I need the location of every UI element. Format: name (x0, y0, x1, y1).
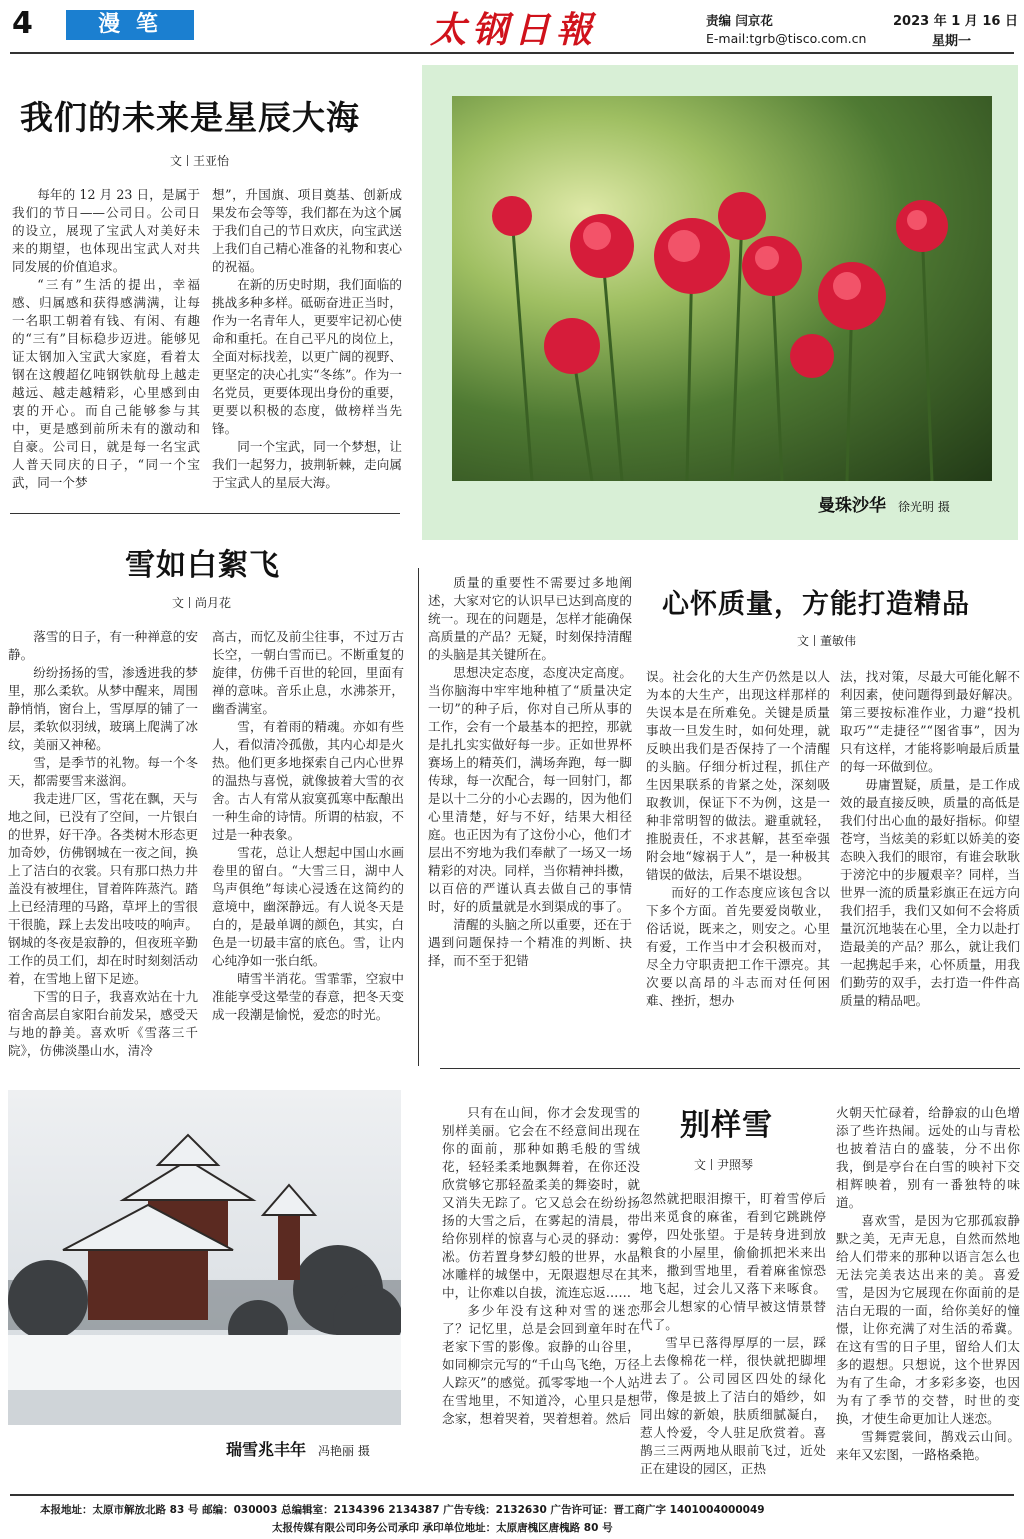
photo2-caption: 瑞雪兆丰年 冯艳丽 摄 (226, 1440, 370, 1459)
editor: 责编 闫京花 (706, 13, 773, 28)
article-quality-col-0: 质量的重要性不需要过多地阐述，大家对它的认识早已达到高度的统一。现在的问题是，怎样才能确保高质量的产品？无疑，时刻保持清醒的头脑是其关键所在。 思想决定态度，态度决定高度。当你脑海中牢牢地种植了“质量决定一切”的种子后，你对自己所从事的工作，会有一个最基本的把控，那就是扎扎实实做好每一步。正如世界杯赛场上的精英们，满场奔跑，每一脚传球，每一次配合，每一回射门，都是以十二分的小心去踢的，因为他们心里清楚，好与不好，结果大相径庭。也正因为有了这份小心，他们才层出不穷地为我们奉献了一场又一场精彩的对决。同样，当你精神抖擞，以百倍的严谨认真去做自己的事情时，好的质量就是水到渠成的事了。 清醒的头脑之所以重要，还在于遇到问题保持一个精准的判断、抉择，而不至于犯错 (428, 575, 632, 968)
masthead: 太钢日報 (430, 9, 599, 51)
article-quality-col-2: 法，找对策，尽最大可能化解不利因素，使问题得到最好解决。第三要按标准作业，力避“投机取巧”“走捷径”“图省事”，因为只有这样，才能将影响最后质量的每一环做到位。 毋庸置疑，质量，是工作成效的最直接反映，质量的高低是我们付出心血的最好指标。仰望苍穹，当炫美的彩虹以娇美的姿态映入我们的眼帘，有谁会耿耿于滂沱中的步履艰辛？同样，当世界一流的质量彩旗正在远方向我们招手，我们又如何不会将质量沉沉地装在心里，全力以赴打造最美的产品？那么，就让我们一起携起手来，心怀质量，用我们勤劳的双手，去打造一件件高质量的精品吧。 (840, 669, 1020, 1008)
article-quality-col-1: 误。社会化的大生产仍然是以人为本的大生产，出现这样那样的失误本是在所难免。关键是质量事故一旦发生时，如何处理，就反映出我们是否保持了一个清醒的头脑。仔细分析过程，抓住产生因果联系的肯紧之处，深刻吸取教训，保证下不为例，这是一种非常明智的做法。避重就轻，推脱责任，不求甚解，甚至牵强附会地“嫁祸于人”，是一种极其错误的做法，后果不堪设想。 而好的工作态度应该包含以下多个方面。首先要爱岗敬业，俗话说，既来之，则安之。心里有爱，工作当中才会积极而对，尽全力守职责把工作干漂亮。其次要以高昂的斗志而对任何困难、挫折，想办 (646, 669, 830, 1008)
header-rule (10, 52, 1014, 54)
author: 尚月花 (195, 596, 232, 610)
divider-2 (440, 1068, 1020, 1069)
pavilion-photo (8, 1090, 401, 1425)
author: 董敏伟 (820, 634, 857, 648)
article-snow-byline: 文 尚月花 (172, 596, 232, 610)
photo1-caption: 曼珠沙华 徐光明 摄 (818, 496, 950, 516)
photo1-credit: 徐光明 摄 (898, 500, 950, 514)
article-different-snow-col-2: 火朝天忙碌着，给静寂的山色增添了些许热闹。远处的山与青松也披着洁白的盛装，分不出你我，倒是亭台在白雪的映衬下交相辉映着，别有一番独特的味道。 喜欢雪，是因为它那孤寂静默之美，无声无息，自然而然地给人们带来的那种以语言怎么也无法完美表达出来的美。喜爱雪，是因为它展现在你面前的是洁白无瑕的一面，给你美好的憧憬，让你充满了对生活的希冀。在这有雪的日子里，留给人们太多的遐想。只想说，这个世界因为有了生命，才多彩多姿，也因为有了季节的交替，时世的变换，才使生命更加让人迷恋。 雪舞霓裳间，鹊戏云山间。来年又宏图，一路格桑艳。 (836, 1105, 1020, 1462)
author: 王亚怡 (193, 154, 230, 168)
article-quality-byline: 文 董敏伟 (797, 634, 857, 648)
footer-line-1: 本报地址：太原市解放北路 83 号 邮编：030003 总编辑室：2134396 2134387 广告专线：2132630 广告许可证：晋工商广字 1401004000049 (40, 1504, 765, 1516)
article-snow-title: 雪如白絮飞 (125, 548, 280, 583)
article-different-snow-col-1: 忽然就把眼泪擦干，盯着雪停后出来觅食的麻雀，看到它跳跳停停，四处张望。于是转身进到放粮食的小屋里，偷偷抓把米来出来，撒到雪地里，看着麻雀惊恐地飞起，过会儿又落下来啄食。那会儿想家的心情早被这情景替代了。 雪早已落得厚厚的一层，踩上去像棉花一样，很快就把脚埋进去了。公司园区四处的绿化带，像是披上了洁白的婚纱，如同出嫁的新娘，肤质细腻凝白，惹人怜爱，令人驻足欣赏着。喜鹊三三两两地从眼前飞过，近处正在建设的园区，正热 (640, 1191, 826, 1476)
page-number: 4 (12, 6, 33, 41)
article-quality-title: 心怀质量，方能打造精品 (662, 589, 970, 620)
article-future-byline: 文 王亚怡 (170, 154, 230, 168)
footer-line-2: 太报传媒有限公司印务公司承印 承印单位地址：太原唐槐区唐槐路 80 号 (272, 1522, 613, 1534)
divider-1 (10, 513, 400, 514)
article-future-col-2: 想”，升国旗、项目奠基、创新成果发布会等等，我们都在为这个属于我们自己的节日欢庆，向宝武送上我们自己精心准备的礼物和衷心的祝福。 在新的历史时期，我们面临的挑战多种多样。砥砺奋进正当时，作为一名青年人，更要牢记初心使命和重托。在自己平凡的岗位上，全面对标找差，以更广阔的视野、更坚定的决心扎实“冬练”。作为一名党员，更要体现出身份的重要，更要以积极的态度，做榜样当先锋。 同一个宝武，同一个梦想，让我们一起努力，披荆斩棘，走向属于宝武人的星辰大海。 (212, 187, 402, 490)
author: 尹照琴 (717, 1158, 754, 1172)
section-label: 漫 笔 (66, 10, 194, 40)
email: E-mail:tgrb@tisco.com.cn (706, 31, 867, 46)
spider-lily-photo (452, 96, 992, 481)
article-future-title: 我们的未来是星辰大海 (20, 98, 360, 137)
article-different-snow-col-0: 只有在山间，你才会发现雪的别样美丽。它会在不经意间出现在你的面前，那种如鹅毛般的雪绒花，轻轻柔柔地飘舞着，在你还没欣赏够它那轻盈柔美的舞姿时，就又消失无踪了。它又总会在纷纷扬扬的大雪之后，在雾起的清晨，带给你别样的惊喜与心灵的驿动：雾凇。仿若置身梦幻般的世界，水晶冰雕样的城堡中，无限遐想尽在其中，让你难以自拔，流连忘返…… 多少年没有这种对雪的迷恋了？记忆里，总是会回到童年时在老家下雪的影像。寂静的山谷里，如同柳宗元写的“千山鸟飞绝，万径人踪灭”的感觉。孤零零地一个人站在雪地里，不知道冷，心里只是想念家，想着哭着，哭着想着。然后 (442, 1105, 640, 1426)
weekday: 星期一 (932, 34, 972, 49)
date: 2023 年 1 月 16 日 (893, 14, 1018, 29)
article-different-snow-byline: 文 尹照琴 (694, 1158, 754, 1172)
column-rule (418, 568, 419, 1066)
article-snow-col-2: 高古，而忆及前尘往事，不过万古长空，一朝白雪而已。不断重复的旋律，仿佛千百世的轮回，里面有禅的意味。音乐止息，水沸茶开，幽香满室。 雪，有着雨的精魂。亦如有些人，看似清冷孤傲，其内心却是火热。他们更多地探索自己内心世界的温热与喜悦，就像披着大雪的衣舍。古人有常从寂寞孤寒中酝酿出一种生命的诗情。所谓的枯寂，不过是一种表象。 雪花，总让人想起中国山水画卷里的留白。“大雪三日，湖中人鸟声俱绝”每读心浸透在这简约的意境中，幽深静远。有人说冬天是白的，是最单调的颜色，其实，白色是一切最丰富的底色。雪，让内心纯净如一张白纸。 晴雪半消花。雪霏霏，空寂中准能享受这晕莹的春意，把冬天变成一段潮是愉悦，爱恋的时光。 (212, 629, 404, 1022)
article-future-col-1: 每年的 12 月 23 日，是属于我们的节日——公司日。公司日的设立，展现了宝武人对美好未来的期望，也体现出宝武人对共同发展的价值追求。 “三有”生活的提出，幸福感、归属感和获得感满满，让每一名职工朝着有钱、有闲、有趣的“三有”目标稳步迈进。能够见证太钢加入宝武大家庭，看着太钢在这艘超亿吨钢铁航母上越走越远、越走越精彩，心里感到由衷的开心。而自己能够参与其中，更是感到前所未有的激动和自豪。公司日，就是每一名宝武人普天同庆的日子，“同一个宝武，同一个梦 (12, 187, 200, 490)
article-different-snow-title: 别样雪 (680, 1108, 773, 1143)
article-snow-col-1: 落雪的日子，有一种禅意的安静。 纷纷扬扬的雪，渗透进我的梦里，那么柔软。从梦中醒来，周围静悄悄，窗台上，雪厚厚的铺了一层，柔软似羽绒，玻璃上爬满了冰纹，美丽又神秘。 雪，是季节的礼物。每一个冬天，都需要雪来滋润。 我走进厂区，雪花在飘，天与地之间，已没有了空间，一片银白的世界，好干净。各类树木形态更加奇妙，仿佛钢城在一夜之间，换上了洁白的衣裳。只有那口热力井盖没有被埋住，冒着阵阵蒸汽。踏上已经清理的马路，草坪上的雪很干很脆，踩上去发出吱吱的响声。钢城的冬夜是寂静的，但夜班辛勤工作的员工们，却在时时刻刻活动着，在雪地上留下足迹。 下雪的日子，我喜欢站在十九宿舍高层自家阳台前发呆，感受天与地的静美。喜欢听《雪落三千院》，仿佛淡墨山水，清冷 (8, 629, 198, 1058)
footer-rule (10, 1494, 1014, 1496)
photo2-credit: 冯艳丽 摄 (318, 1444, 370, 1458)
